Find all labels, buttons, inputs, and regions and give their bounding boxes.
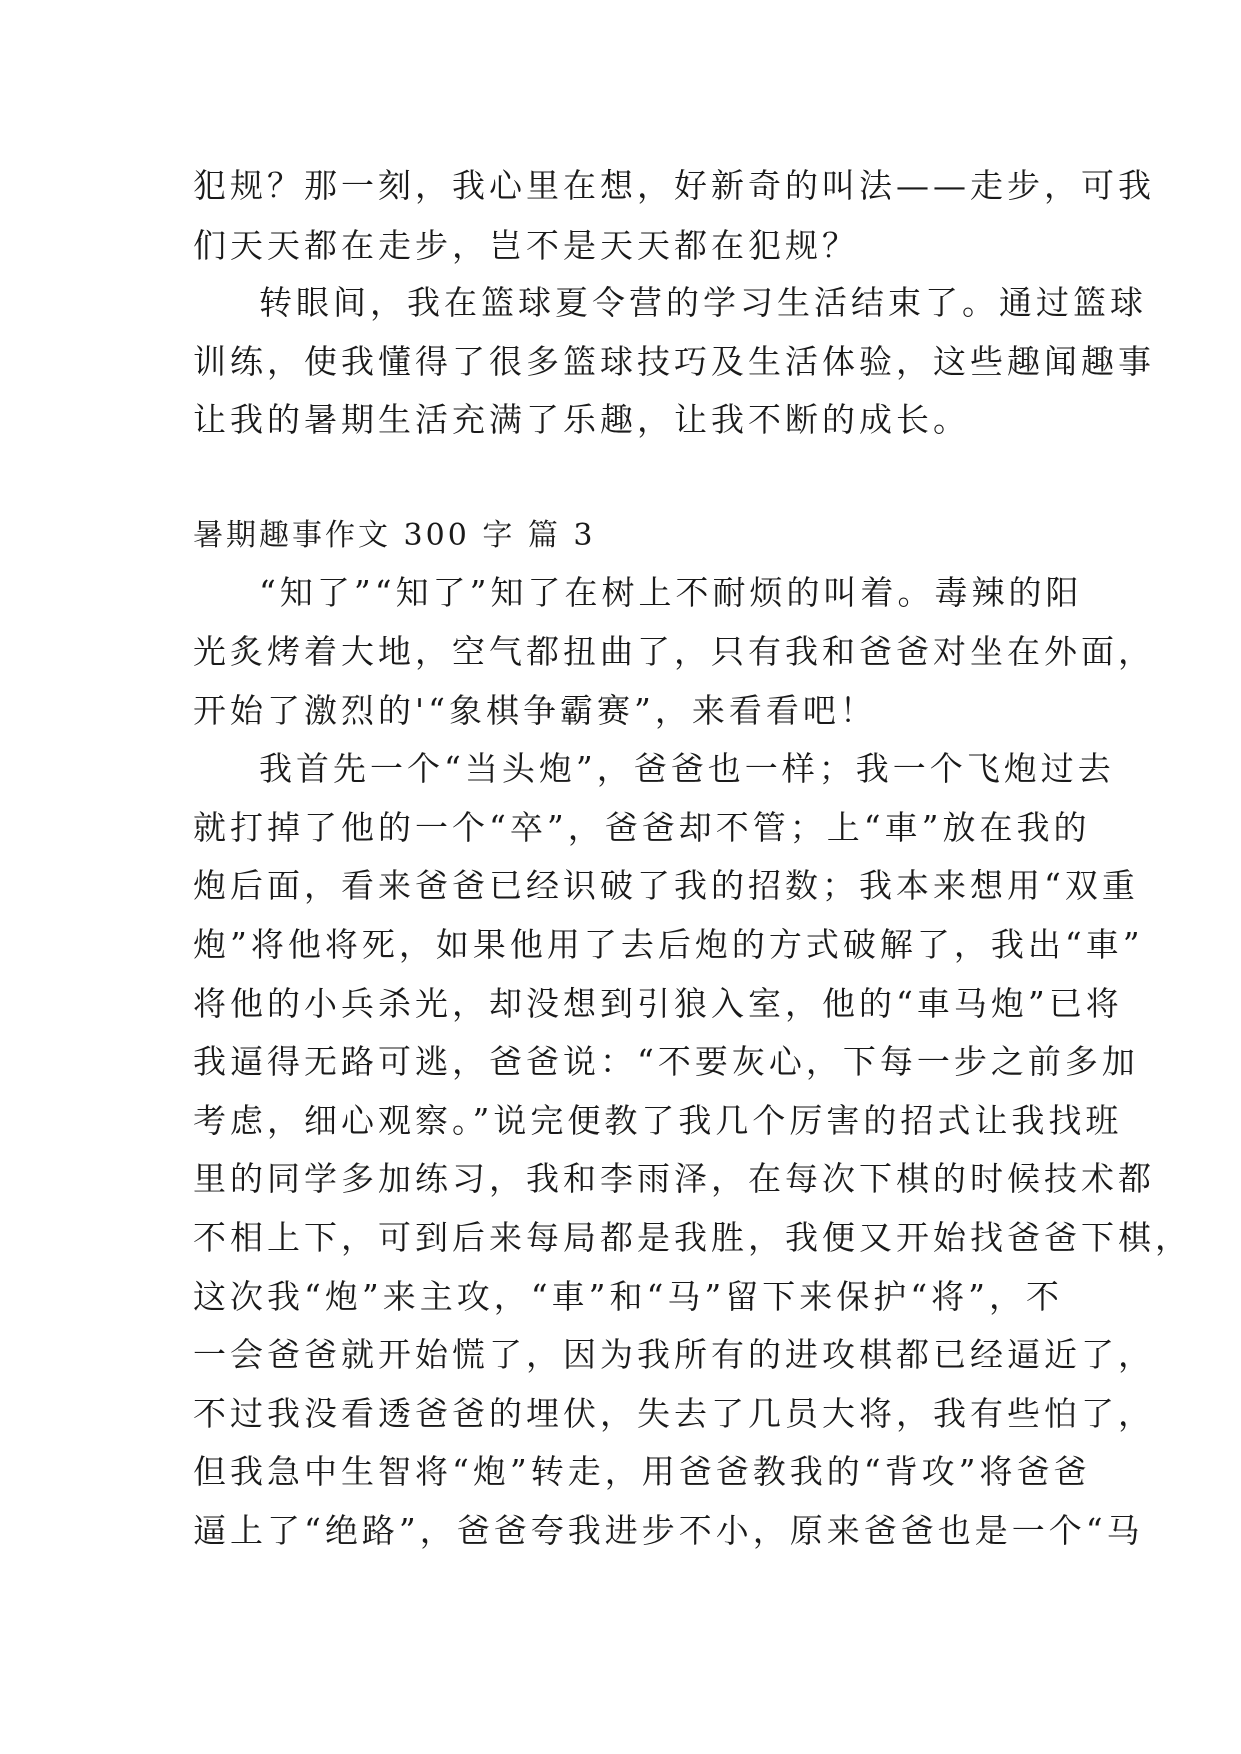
text-line: 我首先一个“当头炮”，爸爸也一样；我一个飞炮过去 bbox=[259, 749, 1115, 788]
text-line: 不相上下，可到后来每局都是我胜，我便又开始找爸爸下棋， bbox=[193, 1218, 1192, 1257]
text-line: 犯规？那一刻，我心里在想，好新奇的叫法——走步，可我 bbox=[193, 166, 1155, 205]
text-line: 但我急中生智将“炮”转走，用爸爸教我的“背攻”将爸爸 bbox=[193, 1452, 1091, 1491]
text-line: 训练，使我懂得了很多篮球技巧及生活体验，这些趣闻趣事 bbox=[193, 342, 1155, 381]
text-line: 我逼得无路可逃，爸爸说：“不要灰心，下每一步之前多加 bbox=[193, 1042, 1139, 1081]
text-line: 光炙烤着大地，空气都扭曲了，只有我和爸爸对坐在外面， bbox=[193, 632, 1155, 671]
text-line: 将他的小兵杀光，却没想到引狼入室，他的“車马炮”已将 bbox=[193, 984, 1123, 1023]
text-line: 这次我“炮”来主攻，“車”和“马”留下来保护“将”，不 bbox=[193, 1277, 1063, 1316]
text-line: 们天天都在走步，岂不是天天都在犯规？ bbox=[193, 226, 859, 265]
text-line: 炮”将他将死，如果他用了去后炮的方式破解了，我出“車” bbox=[193, 925, 1144, 964]
text-line: 让我的暑期生活充满了乐趣，让我不断的成长。 bbox=[193, 400, 970, 439]
section-heading: 暑期趣事作文 300 字 篇 3 bbox=[193, 518, 596, 553]
text-line: 考虑，细心观察。”说完便教了我几个厉害的招式让我找班 bbox=[193, 1101, 1123, 1140]
text-line: 逼上了“绝路”，爸爸夸我进步不小，原来爸爸也是一个“马 bbox=[193, 1511, 1144, 1550]
text-line: 炮后面，看来爸爸已经识破了我的招数；我本来想用“双重 bbox=[193, 866, 1139, 905]
text-line: 里的同学多加练习，我和李雨泽，在每次下棋的时候技术都 bbox=[193, 1159, 1155, 1198]
text-line: “知了”“知了”知了在树上不耐烦的叫着。毒辣的阳 bbox=[259, 573, 1083, 612]
text-line: 开始了激烈的'“象棋争霸赛”，来看看吧！ bbox=[193, 691, 877, 730]
text-line: 转眼间，我在篮球夏令营的学习生活结束了。通过篮球 bbox=[259, 283, 1147, 322]
text-line: 一会爸爸就开始慌了，因为我所有的进攻棋都已经逼近了， bbox=[193, 1335, 1155, 1374]
text-line: 就打掉了他的一个“卒”，爸爸却不管；上“車”放在我的 bbox=[193, 808, 1091, 847]
text-line: 不过我没看透爸爸的埋伏，失去了几员大将，我有些怕了， bbox=[193, 1394, 1155, 1433]
